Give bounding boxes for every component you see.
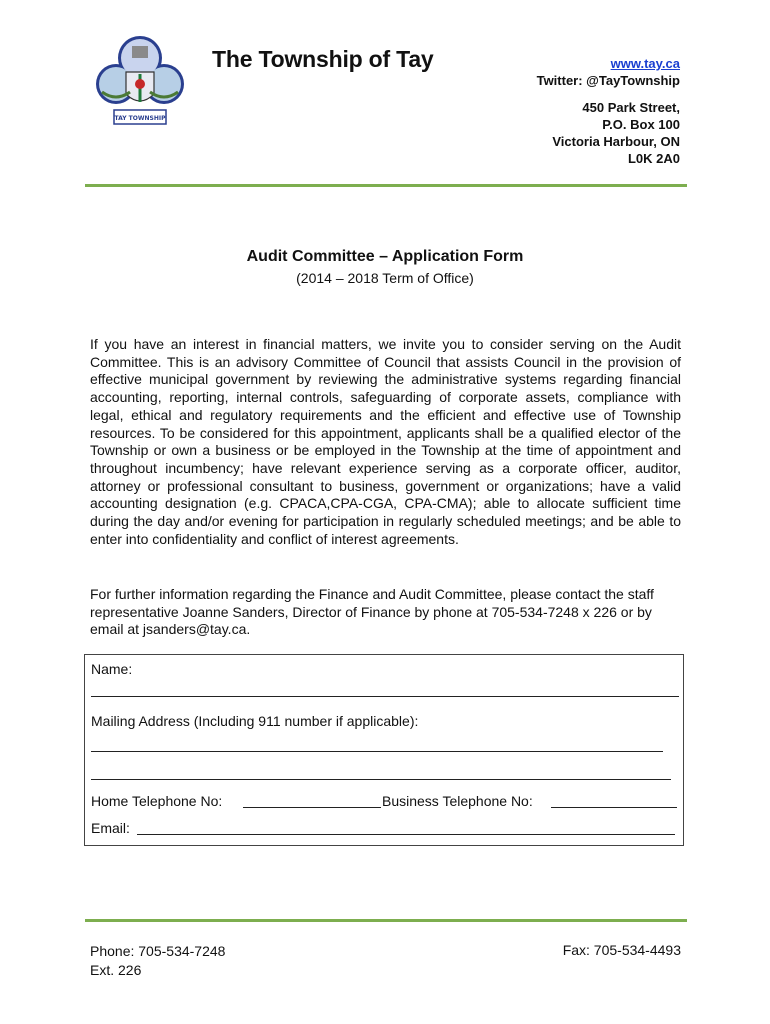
form-subtitle: (2014 – 2018 Term of Office) [296, 270, 474, 286]
application-fields-box [84, 654, 684, 846]
address-line-4: L0K 2A0 [627, 151, 680, 166]
form-title: Audit Committee – Application Form [246, 248, 524, 265]
name-label: Name: [91, 661, 133, 677]
twitter-handle: Twitter: @TayTownship [536, 73, 680, 88]
header-divider [85, 184, 687, 187]
mailing-address-field-line-1[interactable] [91, 751, 663, 752]
footer-divider [85, 919, 687, 922]
township-crest-logo [92, 32, 188, 132]
page-title: The Township of Tay [212, 46, 434, 72]
email-label: Email: [91, 820, 130, 836]
mailing-address-label: Mailing Address (Including 911 number if applicable): [91, 713, 419, 729]
home-telephone-label: Home Telephone No: [91, 793, 223, 809]
name-field[interactable] [91, 696, 679, 697]
footer-fax: Fax: 705-534-4493 [562, 942, 681, 958]
footer-phone-block [90, 942, 225, 980]
logo-banner-text: TAY TOWNSHIP [114, 115, 166, 122]
contact-block [420, 55, 680, 167]
home-telephone-field[interactable] [243, 807, 381, 808]
intro-paragraph: If you have an interest in financial matters, we invite you to consider serving on the Audit Committee. This is an advisory Committee of Council that assists Council in the provision of effective municipal government by reviewing the administrative systems regarding financial accounting, reporting, internal controls, safeguarding of corporate assets, compliance with legal, ethical and regulatory requirements and the efficient and effective use of Township resources. To be considered for this appointment, applicants shall be a qualified elector of the Township or own a business or be employed in the Township at the time of appointment and throughout incumbency; have relevant experience serving as a corporate officer, auditor, attorney or professional consultant to business, government or organizations; have a valid accounting designation (e.g. CPACA,CPA-CGA, CPA-CMA); able to allocate sufficient time during the day and/or evening for participation in regularly scheduled meetings; and be able to enter into confidentiality and conflict of interest agreements. [90, 336, 681, 547]
address-line-1: 450 Park Street, [582, 100, 680, 115]
footer-phone: Phone: 705-534-7248 [90, 943, 226, 959]
mailing-address-field-line-2[interactable] [91, 779, 671, 780]
address-line-2: P.O. Box 100 [602, 117, 680, 132]
business-telephone-label: Business Telephone No: [382, 793, 533, 809]
website-link[interactable]: www.tay.ca [610, 56, 680, 71]
address-line-3: Victoria Harbour, ON [552, 134, 680, 149]
business-telephone-field[interactable] [551, 807, 677, 808]
email-field[interactable] [137, 834, 675, 835]
contact-paragraph: For further information regarding the Finance and Audit Committee, please contact the staff representative Joanne Sanders, Director of Finance by phone at 705-534-7248 x 226 or by email at jsanders@tay.ca. [90, 586, 654, 638]
footer-extension: Ext. 226 [90, 962, 142, 978]
